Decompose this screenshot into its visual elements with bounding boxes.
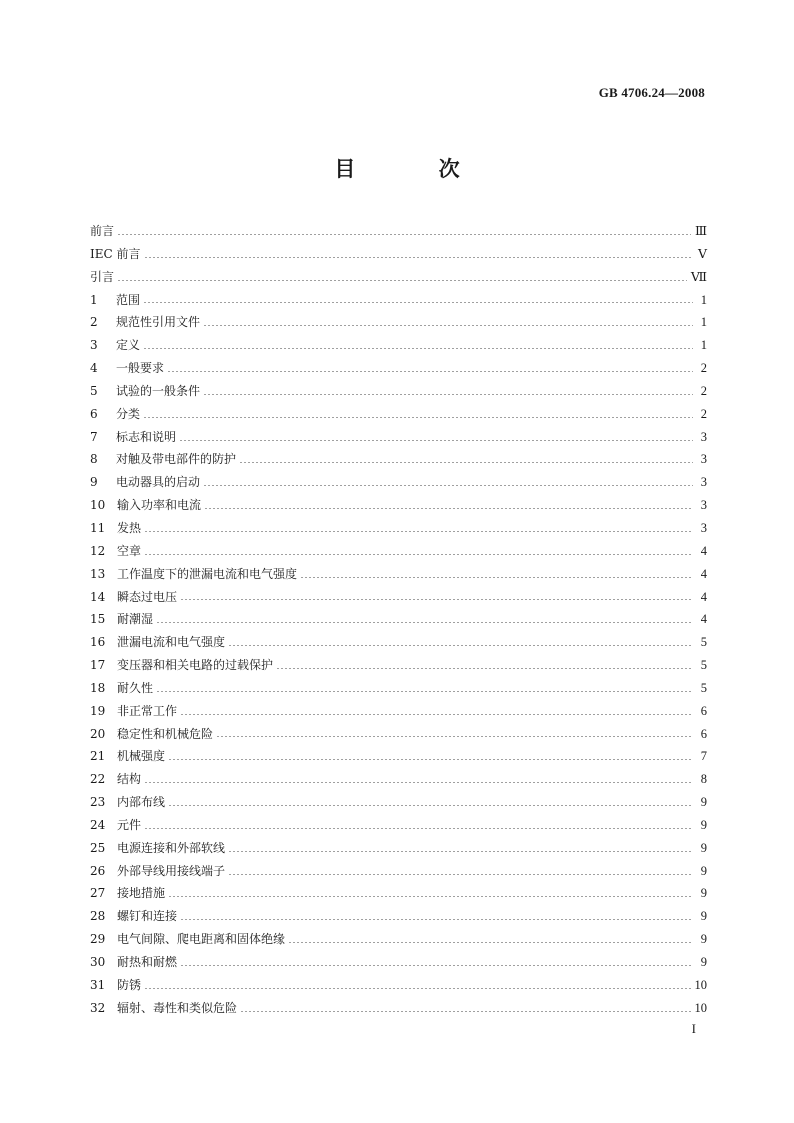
toc-entry-number: 8	[90, 452, 98, 467]
dot-leader	[203, 325, 693, 326]
toc-entry-number: 18	[90, 680, 106, 695]
toc-entry-number: 9	[90, 475, 98, 490]
toc-entry-number: 23	[90, 795, 106, 810]
toc-entry-number: 5	[90, 383, 98, 398]
dot-leader	[179, 440, 693, 441]
toc-entry[interactable]	[90, 608, 707, 631]
toc-entry-number: 13	[90, 566, 106, 581]
toc-entry-number: 4	[90, 361, 98, 376]
toc-entry[interactable]	[90, 882, 707, 905]
dot-leader	[180, 919, 693, 920]
toc-entry-number: 28	[90, 909, 106, 924]
toc-entry-label: 前言	[90, 224, 115, 238]
toc-entry[interactable]	[90, 745, 707, 768]
toc-entry-page: Ⅶ	[690, 269, 707, 284]
toc-entry-page: 2	[700, 406, 707, 421]
toc-entry-number: 10	[90, 498, 106, 513]
toc-entry-label: 电气间隙、爬电距离和固体绝缘	[117, 932, 286, 947]
toc-entry[interactable]	[90, 357, 707, 380]
toc-entry-page: 3	[700, 498, 707, 513]
dot-leader	[167, 371, 693, 372]
toc-entry-number: 19	[90, 703, 106, 718]
toc-entry[interactable]	[90, 448, 707, 471]
toc-entry[interactable]	[90, 220, 707, 243]
toc-entry[interactable]	[90, 951, 707, 974]
toc-entry[interactable]	[90, 631, 707, 654]
toc-entry[interactable]	[90, 837, 707, 860]
toc-entry-label: 发热	[117, 520, 142, 535]
toc-entry[interactable]	[90, 654, 707, 677]
toc-entry-label: 输入功率和电流	[117, 498, 202, 513]
toc-entry-number: 12	[90, 543, 106, 558]
toc-entry-page: 9	[700, 932, 707, 947]
toc-entry-number: 16	[90, 635, 106, 650]
toc-entry-label: 泄漏电流和电气强度	[117, 635, 226, 650]
toc-entry-page: 3	[700, 452, 707, 467]
toc-entry[interactable]	[90, 677, 707, 700]
footer-page-number: I	[691, 1021, 696, 1036]
toc-entry-page: Ⅲ	[694, 224, 707, 238]
toc-entry[interactable]	[90, 403, 707, 426]
toc-entry-label: 对触及带电部件的防护	[116, 452, 237, 467]
toc-entry[interactable]	[90, 905, 707, 928]
toc-entry[interactable]	[90, 791, 707, 814]
dot-leader	[180, 599, 693, 600]
toc-entry-label: 电动器具的启动	[116, 475, 201, 490]
dot-leader	[228, 851, 693, 852]
toc-entry[interactable]	[90, 517, 707, 540]
toc-entry-number: 1	[90, 292, 98, 307]
dot-leader	[156, 622, 693, 623]
dot-leader	[144, 554, 693, 555]
toc-entry-page: 1	[700, 315, 707, 330]
dot-leader	[216, 736, 693, 737]
toc-entry-number: 21	[90, 749, 106, 764]
dot-leader	[276, 668, 693, 669]
toc-entry-number: 25	[90, 840, 106, 855]
dot-leader	[288, 942, 693, 943]
toc-entry-number: 6	[90, 406, 98, 421]
toc-entry-label: 定义	[116, 338, 141, 353]
toc-entry[interactable]	[90, 723, 707, 746]
toc-entry-page: 4	[700, 589, 707, 604]
toc-entry-page: 3	[700, 475, 707, 490]
toc-entry-number: 26	[90, 863, 106, 878]
toc-entry[interactable]	[90, 814, 707, 837]
toc-entry[interactable]	[90, 289, 707, 312]
toc-entry-label: 稳定性和机械危险	[117, 726, 214, 741]
toc-entry-page: 9	[700, 886, 707, 901]
toc-entry-page: 3	[700, 429, 707, 444]
toc-entry-page: 10	[694, 1000, 707, 1015]
toc-entry-page: 1	[700, 338, 707, 353]
toc-entry[interactable]	[90, 471, 707, 494]
toc-entry-number: 11	[90, 520, 106, 535]
toc-entry-number: 14	[90, 589, 106, 604]
toc-entry-label: 机械强度	[117, 749, 166, 764]
dot-leader	[144, 257, 694, 258]
dot-leader	[143, 348, 693, 349]
toc-entry-label: 瞬态过电压	[117, 589, 178, 604]
toc-entry-page: 4	[700, 566, 707, 581]
toc-entry[interactable]	[90, 243, 707, 266]
dot-leader	[144, 988, 690, 989]
toc-entry-label: 分类	[116, 406, 141, 421]
toc-entry-page: 5	[700, 635, 707, 650]
toc-entry-number: 27	[90, 886, 106, 901]
toc-entry-label: 试验的一般条件	[116, 383, 201, 398]
toc-entry-page: 3	[700, 520, 707, 535]
toc-entry-number: 24	[90, 817, 106, 832]
toc-entry-page: 6	[700, 726, 707, 741]
toc-entry-label: 非正常工作	[117, 703, 178, 718]
toc-entry-label: 接地措施	[117, 886, 166, 901]
toc-entry-page: 9	[700, 817, 707, 832]
toc-entry-page: 5	[700, 680, 707, 695]
toc-entry-page: 9	[700, 795, 707, 810]
dot-leader	[168, 896, 693, 897]
dot-leader	[180, 714, 693, 715]
toc-entry[interactable]	[90, 266, 707, 289]
toc-entry-page: 9	[700, 909, 707, 924]
dot-leader	[144, 828, 693, 829]
dot-leader	[168, 805, 693, 806]
standard-code: GB 4706.24—2008	[598, 85, 705, 100]
toc-entry-number: 30	[90, 955, 106, 969]
toc-entry-number: 31	[90, 977, 106, 992]
toc-entry-page: 9	[700, 955, 707, 969]
toc-entry-label: 一般要求	[116, 361, 165, 376]
toc-entry-label: 工作温度下的泄漏电流和电气强度	[117, 566, 298, 581]
dot-leader	[239, 462, 693, 463]
toc-entry[interactable]	[90, 540, 707, 563]
toc-entry-page: 7	[700, 749, 707, 764]
dot-leader	[228, 645, 693, 646]
toc-entry-label: 空章	[117, 543, 142, 558]
toc-entry-number: 32	[90, 1000, 106, 1015]
toc-entry-number: 20	[90, 726, 106, 741]
toc-entry-page: 4	[700, 543, 707, 558]
toc-entry-label: 螺钉和连接	[117, 909, 178, 924]
dot-leader	[143, 302, 693, 303]
toc-entry-label: 规范性引用文件	[116, 315, 201, 330]
dot-leader	[180, 965, 693, 966]
toc-entry-page: 8	[700, 772, 707, 787]
dot-leader	[228, 874, 693, 875]
toc-entry-label: 范围	[116, 292, 141, 307]
toc-entry-page: 9	[700, 840, 707, 855]
toc-entry[interactable]	[90, 997, 707, 1020]
toc-entry-number: 17	[90, 658, 106, 673]
dot-leader	[144, 531, 693, 532]
toc-entry-label: IEC 前言	[90, 246, 141, 261]
dot-leader	[117, 280, 687, 281]
toc-entry[interactable]	[90, 586, 707, 609]
toc-entry-number: 22	[90, 772, 106, 787]
toc-entry[interactable]	[90, 334, 707, 357]
toc-entry-label: 元件	[117, 817, 142, 832]
toc-entry-page: 6	[700, 703, 707, 718]
dot-leader	[203, 485, 693, 486]
dot-leader	[240, 1011, 690, 1012]
toc-entry-page: 10	[694, 977, 707, 992]
toc-entry-label: 结构	[117, 772, 142, 787]
toc-entry-number: 2	[90, 315, 98, 330]
toc-entry[interactable]	[90, 380, 707, 403]
toc-entry-page: 9	[700, 863, 707, 878]
page-title: 目 次	[334, 157, 498, 181]
toc-entry[interactable]	[90, 700, 707, 723]
toc-entry-number: 29	[90, 932, 106, 947]
toc-entry-label: 外部导线用接线端子	[117, 863, 226, 878]
toc-entry[interactable]	[90, 768, 707, 791]
toc-entry[interactable]	[90, 563, 707, 586]
toc-entry-label: 变压器和相关电路的过载保护	[117, 658, 274, 673]
toc-entry[interactable]	[90, 928, 707, 951]
toc-entry-label: 内部布线	[117, 795, 166, 810]
toc-entry-label: 耐热和耐燃	[117, 955, 178, 969]
toc-entry[interactable]	[90, 426, 707, 449]
toc-entry-label: 防锈	[117, 977, 142, 992]
toc-entry-page: 1	[700, 292, 707, 307]
dot-leader	[300, 577, 693, 578]
toc-entry-label: 耐久性	[117, 680, 154, 695]
toc-entry[interactable]	[90, 974, 707, 997]
toc-entry-page: 5	[700, 658, 707, 673]
dot-leader	[204, 508, 693, 509]
toc-entry-number: 3	[90, 338, 98, 353]
table-of-contents	[90, 220, 707, 1020]
toc-entry-page: 2	[700, 383, 707, 398]
toc-entry-page: Ⅴ	[697, 246, 707, 261]
dot-leader	[117, 234, 691, 235]
toc-entry[interactable]	[90, 311, 707, 334]
toc-entry-label: 耐潮湿	[117, 612, 154, 627]
dot-leader	[203, 394, 693, 395]
dot-leader	[144, 782, 693, 783]
toc-entry-label: 标志和说明	[116, 429, 177, 444]
dot-leader	[156, 691, 693, 692]
toc-entry[interactable]	[90, 494, 707, 517]
dot-leader	[143, 417, 693, 418]
toc-entry-page: 2	[700, 361, 707, 376]
toc-entry-label: 引言	[90, 269, 115, 284]
dot-leader	[168, 759, 693, 760]
toc-entry-page: 4	[700, 612, 707, 627]
toc-entry-number: 15	[90, 612, 106, 627]
toc-entry[interactable]	[90, 860, 707, 883]
toc-entry-label: 电源连接和外部软线	[117, 840, 226, 855]
toc-entry-label: 辐射、毒性和类似危险	[117, 1000, 238, 1015]
toc-entry-number: 7	[90, 429, 98, 444]
